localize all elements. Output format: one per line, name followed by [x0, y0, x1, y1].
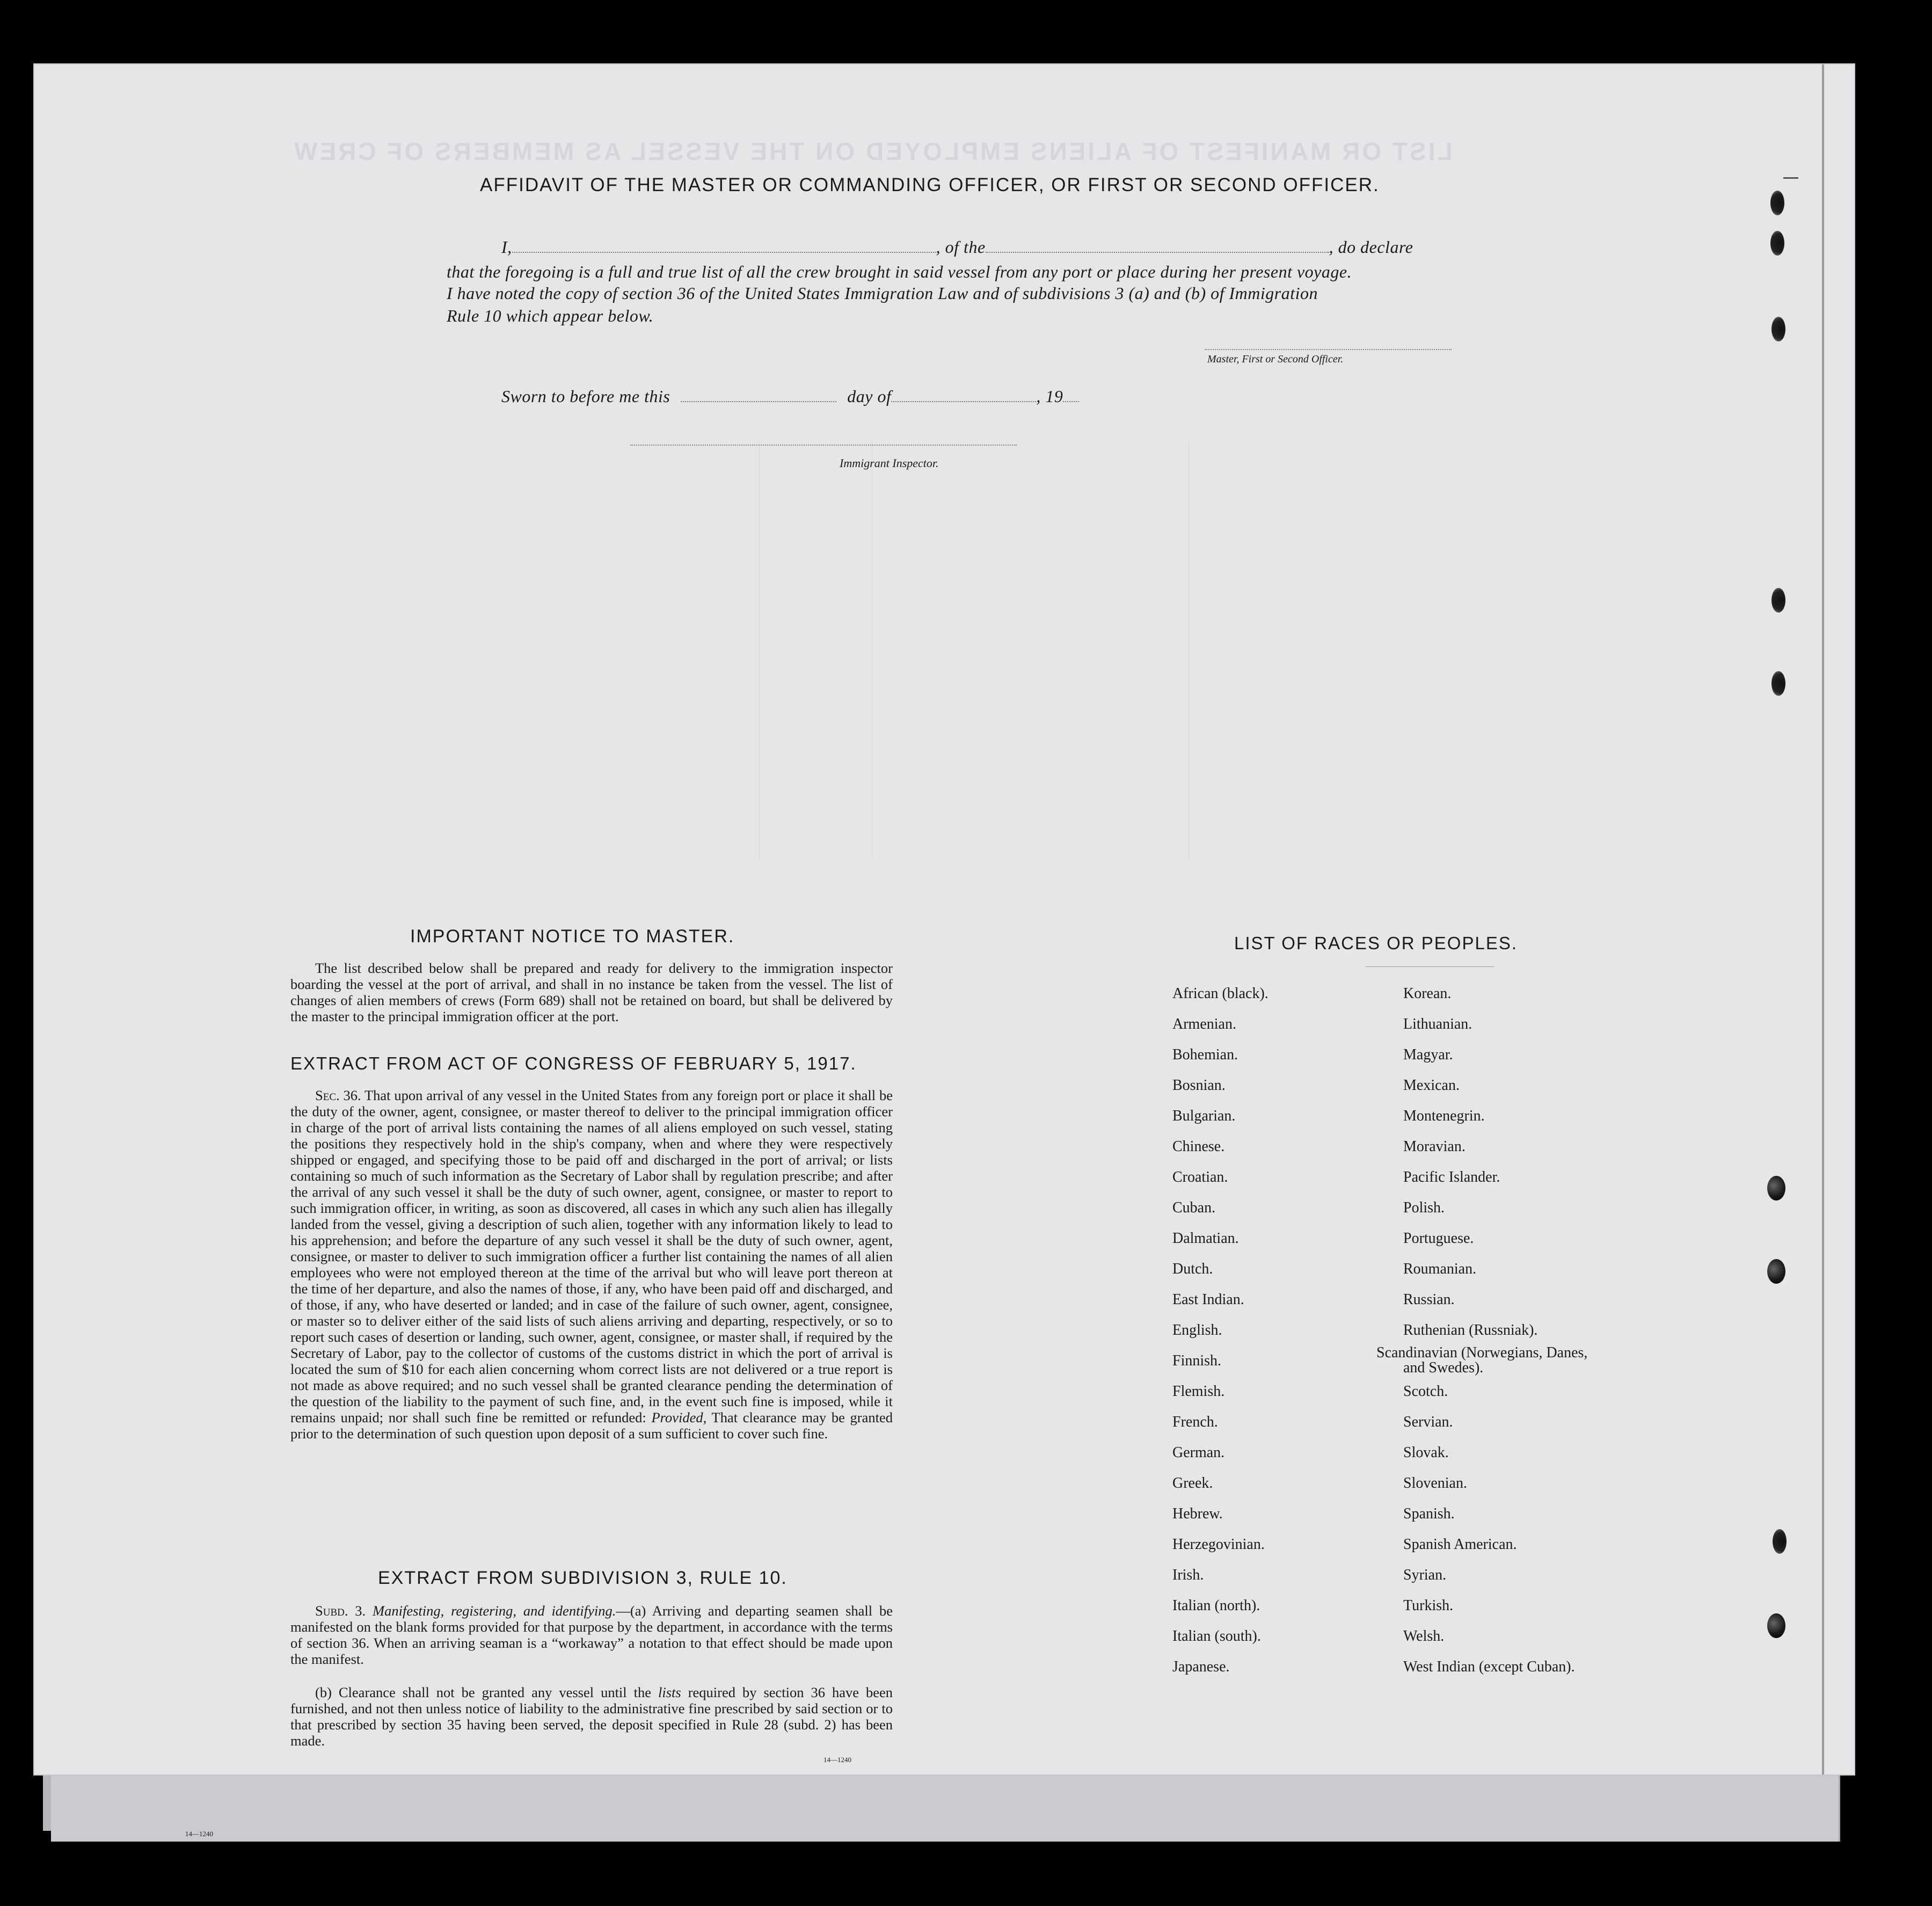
master-signature-label: Master, First or Second Officer.: [1207, 353, 1344, 365]
page-edge: [1822, 64, 1824, 1774]
race-item: Portuguese.: [1403, 1230, 1474, 1247]
race-item: Syrian.: [1403, 1567, 1447, 1583]
name-field[interactable]: [512, 252, 936, 253]
para-b-end: required by section 36 have been furnished, and not then unless notice of liability to the administrative fine prescribed by said section or to that prescribed by section 35 having been served, the deposit specified in Rule 28 (subd. 2) has been made.: [290, 1684, 893, 1749]
master-signature-line[interactable]: [1205, 338, 1452, 350]
act-body-end: That clearance may be granted prior to the determination of such question upon deposit of a sum sufficient to cover such fine.: [290, 1409, 893, 1442]
race-item: Servian.: [1403, 1414, 1453, 1430]
race-item: Scotch.: [1403, 1383, 1448, 1400]
race-item: West Indian (except Cuban).: [1403, 1658, 1575, 1675]
races-title-rule: [1366, 966, 1494, 967]
race-item: Finnish.: [1172, 1352, 1222, 1369]
punch-hole: [1767, 1259, 1785, 1284]
race-item: Bohemian.: [1172, 1046, 1238, 1063]
back-form-number: 14—1240: [185, 1830, 213, 1838]
punch-hole: [1767, 1176, 1785, 1201]
do-declare-label: , do declare: [1329, 237, 1413, 257]
act-extract-title: EXTRACT FROM ACT OF CONGRESS OF FEBRUARY 5, 1917.: [290, 1053, 857, 1073]
of-the-label: , of the: [936, 237, 986, 257]
provided-word: Provided,: [651, 1409, 707, 1425]
affidavit-line-2: that the foregoing is a full and true list of all the crew brought in said vessel from any port or place during her present voyage.: [447, 262, 1352, 281]
race-item: African (black).: [1172, 985, 1268, 1002]
sworn-line: [501, 387, 1079, 406]
races-title: LIST OF RACES OR PEOPLES.: [1234, 933, 1518, 953]
sworn-year-field[interactable]: [1063, 401, 1079, 402]
race-item: East Indian.: [1172, 1291, 1244, 1308]
punch-hole: [1770, 231, 1784, 256]
day-of-label: day of: [847, 387, 892, 406]
race-item: Dutch.: [1172, 1261, 1213, 1277]
year-label: , 19: [1036, 387, 1063, 406]
race-item: Scandinavian (Norwegians, Danes, and Swedes).: [1376, 1344, 1588, 1376]
inspector-signature-label: Immigrant Inspector.: [840, 456, 939, 470]
race-item: Spanish.: [1403, 1505, 1455, 1522]
rule-para-b: [290, 1684, 893, 1749]
race-item: Herzegovinian.: [1172, 1536, 1265, 1553]
race-item: Italian (north).: [1172, 1597, 1260, 1614]
margin-tick: [1783, 177, 1798, 179]
bleed-line: [759, 440, 760, 859]
race-item: French.: [1172, 1414, 1218, 1430]
race-item: Slovak.: [1403, 1444, 1449, 1461]
race-item: Mexican.: [1403, 1077, 1460, 1094]
subdivision-label: Subd. 3.: [315, 1603, 366, 1619]
race-item: Montenegrin.: [1403, 1108, 1485, 1124]
race-item: Pacific Islander.: [1403, 1169, 1500, 1185]
sworn-month-field[interactable]: [891, 401, 1036, 402]
affidavit-title: AFFIDAVIT OF THE MASTER OR COMMANDING OFFICER, OR FIRST OR SECOND OFFICER.: [480, 174, 1380, 195]
race-item: Italian (south).: [1172, 1628, 1261, 1645]
rule-para-a: [290, 1603, 893, 1667]
race-item: Turkish.: [1403, 1597, 1454, 1614]
vessel-field[interactable]: [986, 252, 1329, 253]
document-page: [33, 63, 1855, 1776]
sworn-label: Sworn to before me this: [501, 387, 670, 406]
affidavit-line-4: Rule 10 which appear below.: [447, 306, 654, 325]
race-item: Japanese.: [1172, 1658, 1230, 1675]
races-column-1: [1172, 978, 1268, 1682]
race-item: Dalmatian.: [1172, 1230, 1239, 1247]
para-a-text: —(a) Arriving and departing seamen shall be manifested on the blank forms provided for that purpose by the department, in accordance with the terms of section 36. When an arriving seaman is a “workaway” a notation to that effect should be made upon the manifest.: [290, 1603, 893, 1667]
para-b-lists: lists: [658, 1684, 681, 1700]
race-item: Magyar.: [1403, 1046, 1453, 1063]
rule-extract-title: EXTRACT FROM SUBDIVISION 3, RULE 10.: [378, 1568, 788, 1588]
punch-hole: [1770, 191, 1784, 215]
race-item: Hebrew.: [1172, 1505, 1223, 1522]
race-item: Roumanian.: [1403, 1261, 1477, 1277]
act-body: That upon arrival of any vessel in the United States from any foreign port or place it shall be the duty of the owner, agent, consignee, or master thereof to deliver to the principal immigration officer in charge of the port of arrival lists containing the names of all aliens employed on such vessel, stating the positions they respectively hold in the ship's company, when and where they were respectively shipped or engaged, and specifying those to be paid off and discharged in the port of arrival; or lists containing so much of such information as the Secretary of Labor shall by regulation prescribe; and after the arrival of any such vessel it shall be the duty of such owner, agent, consignee, or master to report to such immigration officer, in writing, as soon as discovered, all cases in which any such alien has illegally landed from the vessel, giving a description of such alien, together with any information likely to lead to his apprehension; and before the departure of any such vessel it shall be the duty of such owner, agent, consignee, or master to deliver to such immigration officer a further list containing the names of all alien employees who were not employed thereon at the time of the arrival but who will leave port thereon at the time of her departure, and also the names of those, if any, who have been paid off and discharged, and of those, if any, who have deserted or landed; and in case of the failure of such owner, agent, consignee, or master so to deliver either of the said lists of such aliens arriving and departing, respectively, or so to report such cases of desertion or landing, such owner, agent, consignee, or master shall, if required by the Secretary of Labor, pay to the collector of customs of the customs district in which the port of arrival is located the sum of $10 for each alien concerning whom correct lists are not delivered or a true report is not made as above required; and no such vessel shall be granted clearance pending the determination of the question of the liability to the payment of such fine, and, in the event such fine is imposed, while it remains unpaid; nor shall such fine be remitted or refunded:: [290, 1087, 893, 1425]
affidavit-declaration-line: [501, 237, 1413, 257]
race-item: Moravian.: [1403, 1138, 1466, 1155]
race-item: Slovenian.: [1403, 1475, 1467, 1492]
section-label: Sec. 36.: [315, 1087, 361, 1103]
notice-title: IMPORTANT NOTICE TO MASTER.: [410, 926, 735, 947]
race-item: Cuban.: [1172, 1199, 1216, 1216]
race-item: Bosnian.: [1172, 1077, 1226, 1094]
race-item: Armenian.: [1172, 1016, 1236, 1032]
subdivision-heading: Manifesting, registering, and identifying.: [373, 1603, 616, 1619]
act-extract-text: [290, 1087, 893, 1442]
race-item: Bulgarian.: [1172, 1108, 1236, 1124]
inspector-signature-line[interactable]: [630, 439, 1017, 446]
form-number: 14—1240: [823, 1756, 851, 1764]
race-item: Korean.: [1403, 985, 1452, 1002]
race-item: Irish.: [1172, 1567, 1204, 1583]
affidavit-line-3: I have noted the copy of section 36 of the United States Immigration Law and of subdivisions 3 (a) and (b) of Immigration: [447, 283, 1318, 303]
punch-hole: [1773, 1529, 1787, 1554]
race-item: Welsh.: [1403, 1628, 1445, 1645]
race-item: Chinese.: [1172, 1138, 1225, 1155]
para-b-start: (b) Clearance shall not be granted any vessel until the: [315, 1684, 652, 1700]
pronoun: I,: [501, 237, 512, 257]
race-item: German.: [1172, 1444, 1225, 1461]
race-item: Croatian.: [1172, 1169, 1228, 1185]
race-item: Ruthenian (Russniak).: [1403, 1322, 1538, 1338]
punch-hole: [1771, 588, 1785, 613]
punch-hole: [1767, 1613, 1785, 1638]
bleed-through: LIST OR MANIFEST OF ALIENS EMPLOYED ON THE VESSEL AS MEMBERS OF CREW: [292, 137, 1453, 165]
race-item: Polish.: [1403, 1199, 1445, 1216]
race-item: Russian.: [1403, 1291, 1455, 1308]
punch-hole: [1771, 671, 1785, 696]
race-item: Lithuanian.: [1403, 1016, 1472, 1032]
punch-hole: [1771, 317, 1785, 341]
race-item: Flemish.: [1172, 1383, 1225, 1400]
race-item: Spanish American.: [1403, 1536, 1517, 1553]
notice-text: The list described below shall be prepared and ready for delivery to the immigration inspector boarding the vessel at the port of arrival, and shall in no instance be taken from the vessel. The list of changes of alien members of crews (Form 689) shall not be retained on board, but shall be delivered by the master to the principal immigration officer at the port.: [290, 960, 893, 1024]
race-item: Greek.: [1172, 1475, 1213, 1492]
sworn-day-field[interactable]: [681, 401, 836, 402]
races-column-2: [1376, 978, 1613, 1682]
race-item: English.: [1172, 1322, 1222, 1338]
